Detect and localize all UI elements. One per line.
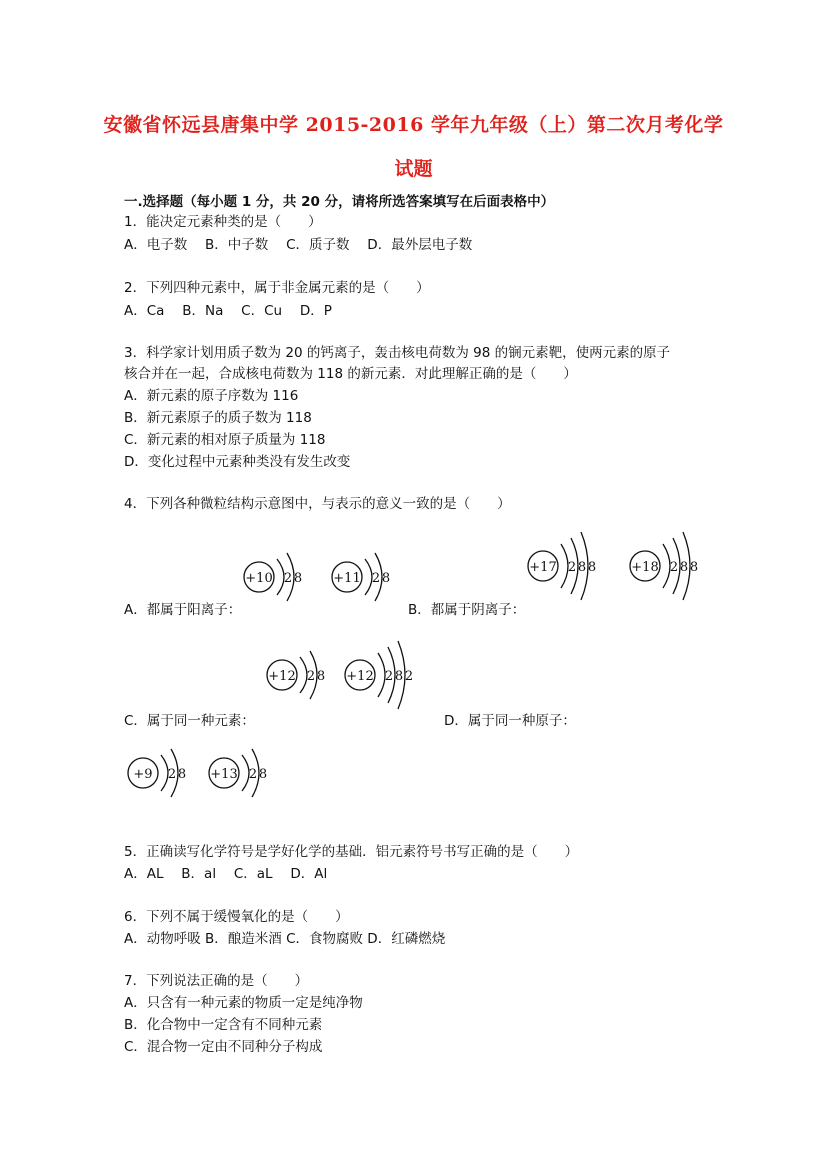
atom-diagram (267, 651, 325, 699)
shell-electron-count: 2 (567, 560, 577, 575)
nucleus-charge: +11 (333, 571, 361, 586)
q6-options: A．动物呼吸 B．酿造米酒 C．食物腐败 D．红磷燃烧 (124, 931, 446, 947)
q7-option-b: B．化合物中一定含有不同种元素 (124, 1017, 323, 1033)
shell-electron-count: 2 (371, 571, 381, 586)
shell-electron-count: 8 (679, 560, 689, 575)
shell-electron-count: 2 (306, 669, 316, 684)
exam-title-line1: 安徽省怀远县唐集中学 2015-2016 学年九年级（上）第二次月考化学 (103, 114, 724, 136)
shell-electron-count: 2 (248, 767, 258, 782)
atom-diagram (332, 553, 390, 601)
shell-electron-count: 2 (669, 560, 679, 575)
q3-stem-line1: 3．科学家计划用质子数为 20 的钙离子，轰击核电荷数为 98 的锎元素靶，使两元素的原子 (124, 345, 671, 361)
q2-options: A．Ca B．Na C．Cu D．P (124, 303, 332, 319)
q3-option-d: D．变化过程中元素种类没有发生改变 (124, 454, 351, 470)
shell-electron-count: 8 (293, 571, 303, 586)
shell-electron-count: 2 (404, 669, 414, 684)
q3-stem-line2: 核合并在一起，合成核电荷数为 118 的新元素．对此理解正确的是（ ） (124, 366, 577, 382)
shell-electron-count: 8 (577, 560, 587, 575)
q4-stem: 4．下列各种微粒结构示意图中，与表示的意义一致的是（ ） (124, 496, 511, 512)
atom-diagram (345, 641, 413, 709)
nucleus-charge: +18 (631, 560, 659, 575)
q7-option-a: A．只含有一种元素的物质一定是纯净物 (124, 995, 363, 1011)
nucleus-charge: +17 (529, 560, 557, 575)
q7-option-c: C．混合物一定由不同种分子构成 (124, 1039, 323, 1055)
shell-electron-count: 8 (381, 571, 391, 586)
shell-electron-count: 8 (689, 560, 699, 575)
atom-diagram (244, 553, 302, 601)
shell-electron-count: 8 (587, 560, 597, 575)
atom-diagram (630, 532, 698, 600)
atom-diagram (528, 532, 596, 600)
nucleus-charge: +13 (210, 767, 238, 782)
exam-title-line2: 试题 (394, 158, 433, 180)
shell-electron-count: 8 (177, 767, 187, 782)
q4-option-c: C．属于同一种元素： (124, 713, 255, 729)
q3-option-c: C．新元素的相对原子质量为 118 (124, 432, 326, 448)
section-heading: 一.选择题（每小题 1 分，共 20 分，请将所选答案填写在后面表格中） (124, 194, 555, 210)
q1-stem: 1．能决定元素种类的是（ ） (124, 214, 322, 230)
shell-electron-count: 8 (394, 669, 404, 684)
q4-option-d: D．属于同一种原子： (444, 713, 576, 729)
atom-diagram (209, 749, 267, 797)
q5-options: A．AL B．al C．aL D．Al (124, 866, 328, 882)
q2-stem: 2．下列四种元素中，属于非金属元素的是（ ） (124, 280, 430, 296)
q7-stem: 7．下列说法正确的是（ ） (124, 973, 309, 989)
q6-stem: 6．下列不属于缓慢氧化的是（ ） (124, 909, 349, 925)
atom-diagram (128, 749, 186, 797)
shell-electron-count: 2 (283, 571, 293, 586)
shell-electron-count: 2 (384, 669, 394, 684)
nucleus-charge: +10 (245, 571, 273, 586)
q4-option-a: A．都属于阳离子： (124, 602, 242, 618)
shell-electron-count: 8 (258, 767, 268, 782)
nucleus-charge: +9 (133, 767, 153, 782)
q4-option-b: B．都属于阴离子： (408, 602, 526, 618)
nucleus-charge: +12 (346, 669, 374, 684)
q3-option-a: A．新元素的原子序数为 116 (124, 388, 299, 404)
q3-option-b: B．新元素原子的质子数为 118 (124, 410, 312, 426)
shell-electron-count: 2 (167, 767, 177, 782)
q5-stem: 5．正确读写化学符号是学好化学的基础．铝元素符号书写正确的是（ ） (124, 844, 579, 860)
shell-electron-count: 8 (316, 669, 326, 684)
q1-options: A．电子数 B．中子数 C．质子数 D．最外层电子数 (124, 237, 473, 253)
nucleus-charge: +12 (268, 669, 296, 684)
